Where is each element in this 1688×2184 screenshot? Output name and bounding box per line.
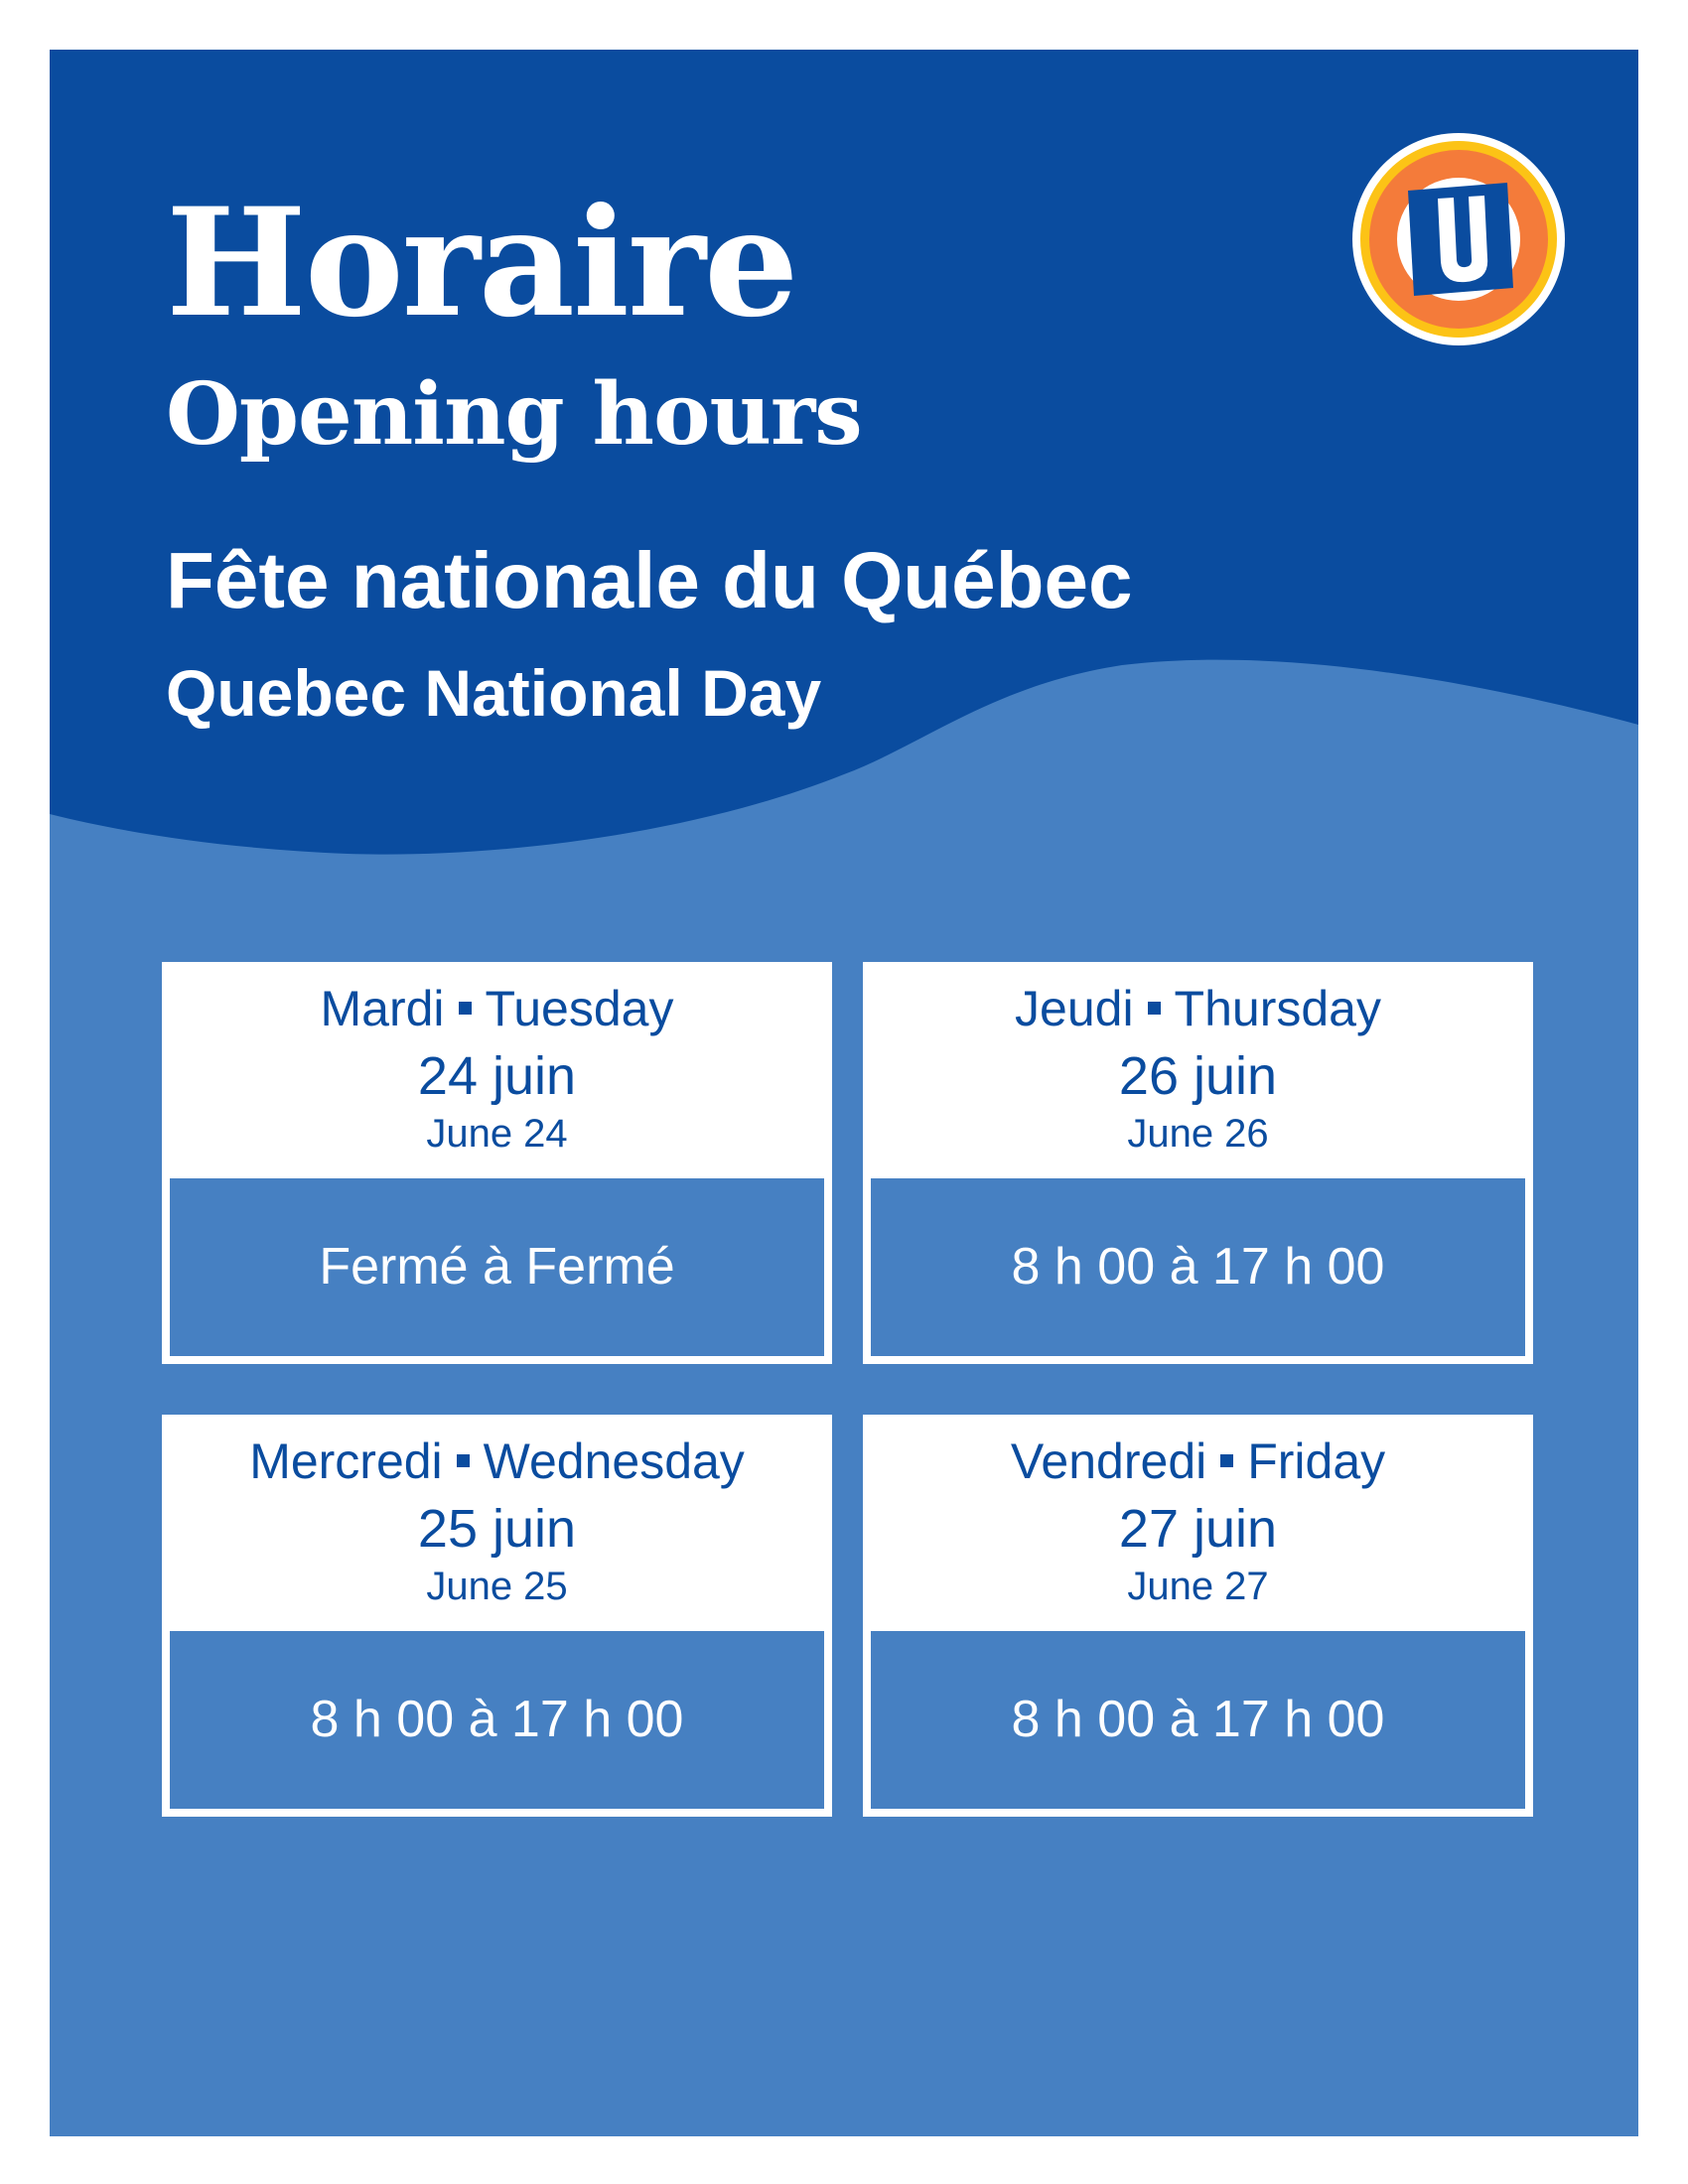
date-fr: 25 juin (417, 1499, 577, 1559)
day-en: Tuesday (485, 981, 674, 1036)
event-title-fr: Fête nationale du Québec (166, 536, 1133, 624)
hours-text: 8 h 00 à 17 h 00 (871, 1178, 1525, 1356)
date-en: June 25 (426, 1565, 568, 1608)
schedule-card-friday (863, 1415, 1533, 1817)
schedule-card-header (162, 1415, 832, 1631)
day-en: Friday (1247, 1433, 1386, 1489)
u-logo-icon (1350, 131, 1567, 347)
date-fr: 26 juin (1118, 1046, 1278, 1106)
schedule-card-header (863, 1415, 1533, 1631)
day-label (863, 1433, 1533, 1489)
schedule-card-thursday (863, 962, 1533, 1364)
day-label (162, 1433, 832, 1489)
square-bullet-icon (457, 1454, 470, 1467)
square-bullet-icon (459, 1002, 472, 1015)
date-fr: 27 juin (1118, 1499, 1278, 1559)
day-fr: Vendredi (1010, 1433, 1207, 1489)
schedule-card-tuesday (162, 962, 832, 1364)
poster (50, 50, 1638, 2136)
hours-text: 8 h 00 à 17 h 00 (170, 1631, 824, 1809)
date-en: June 27 (1127, 1565, 1269, 1608)
day-en: Wednesday (483, 1433, 745, 1489)
hours-text: 8 h 00 à 17 h 00 (871, 1631, 1525, 1809)
date-en: June 26 (1127, 1112, 1269, 1156)
page-title: Horaire (166, 176, 797, 350)
schedule-card-wednesday (162, 1415, 832, 1817)
schedule-card-header (863, 962, 1533, 1178)
square-bullet-icon (1220, 1454, 1233, 1467)
date-fr: 24 juin (417, 1046, 577, 1106)
event-title-en: Quebec National Day (166, 656, 822, 730)
day-label (863, 981, 1533, 1036)
page-subtitle: Opening hours (166, 364, 862, 465)
day-fr: Mardi (320, 981, 445, 1036)
schedule-card-header (162, 962, 832, 1178)
date-en: June 24 (426, 1112, 568, 1156)
square-bullet-icon (1148, 1002, 1161, 1015)
day-fr: Mercredi (249, 1433, 443, 1489)
hours-text: Fermé à Fermé (170, 1178, 824, 1356)
day-en: Thursday (1174, 981, 1381, 1036)
day-fr: Jeudi (1015, 981, 1134, 1036)
day-label (162, 981, 832, 1036)
